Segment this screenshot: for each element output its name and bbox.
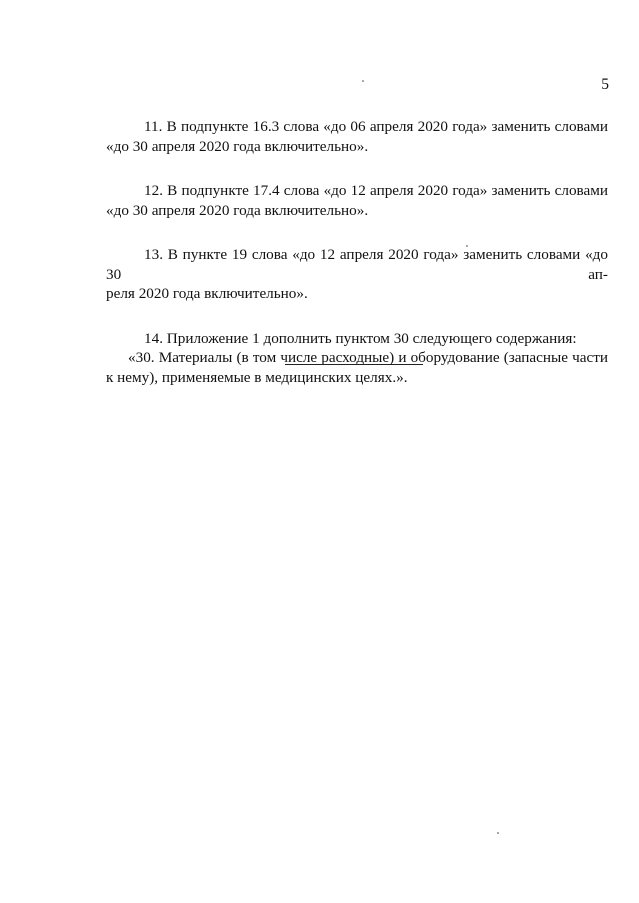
document-body (106, 117, 608, 387)
paragraph-12-line-2: «до 30 апреля 2020 года включительно». (106, 201, 369, 219)
scan-speck (466, 245, 468, 247)
paragraph-14-line-3: к нему), применяемые в медицинских целях.». (106, 368, 408, 386)
paragraph-14-line-1: 14. Приложение 1 дополнить пунктом 30 следующего содержания: (144, 329, 577, 347)
paragraph-12 (106, 181, 608, 220)
scan-speck (362, 80, 364, 82)
scan-speck (497, 832, 499, 834)
paragraph-11-line-1: 11. В подпункте 16.3 слова «до 06 апреля 2020 года» заменить словами (144, 118, 608, 135)
paragraph-13-line-1: 13. В пункте 19 слова «до 12 апреля 2020 года» заменить словами «до 30 ап- (106, 246, 608, 283)
paragraph-12-line-1: 12. В подпункте 17.4 слова «до 12 апреля 2020 года» заменить словами (144, 182, 608, 199)
paragraph-11 (106, 117, 608, 156)
section-divider-line (285, 364, 423, 365)
paragraph-14 (106, 329, 608, 388)
paragraph-14-line-2: «30. Материалы (в том числе расходные) и оборудование (запасные части (128, 349, 608, 366)
paragraph-13-line-2: реля 2020 года включительно». (106, 285, 308, 302)
paragraph-13 (106, 245, 608, 304)
paragraph-11-line-2: «до 30 апреля 2020 года включительно». (106, 137, 369, 155)
page-number: 5 (601, 76, 609, 93)
